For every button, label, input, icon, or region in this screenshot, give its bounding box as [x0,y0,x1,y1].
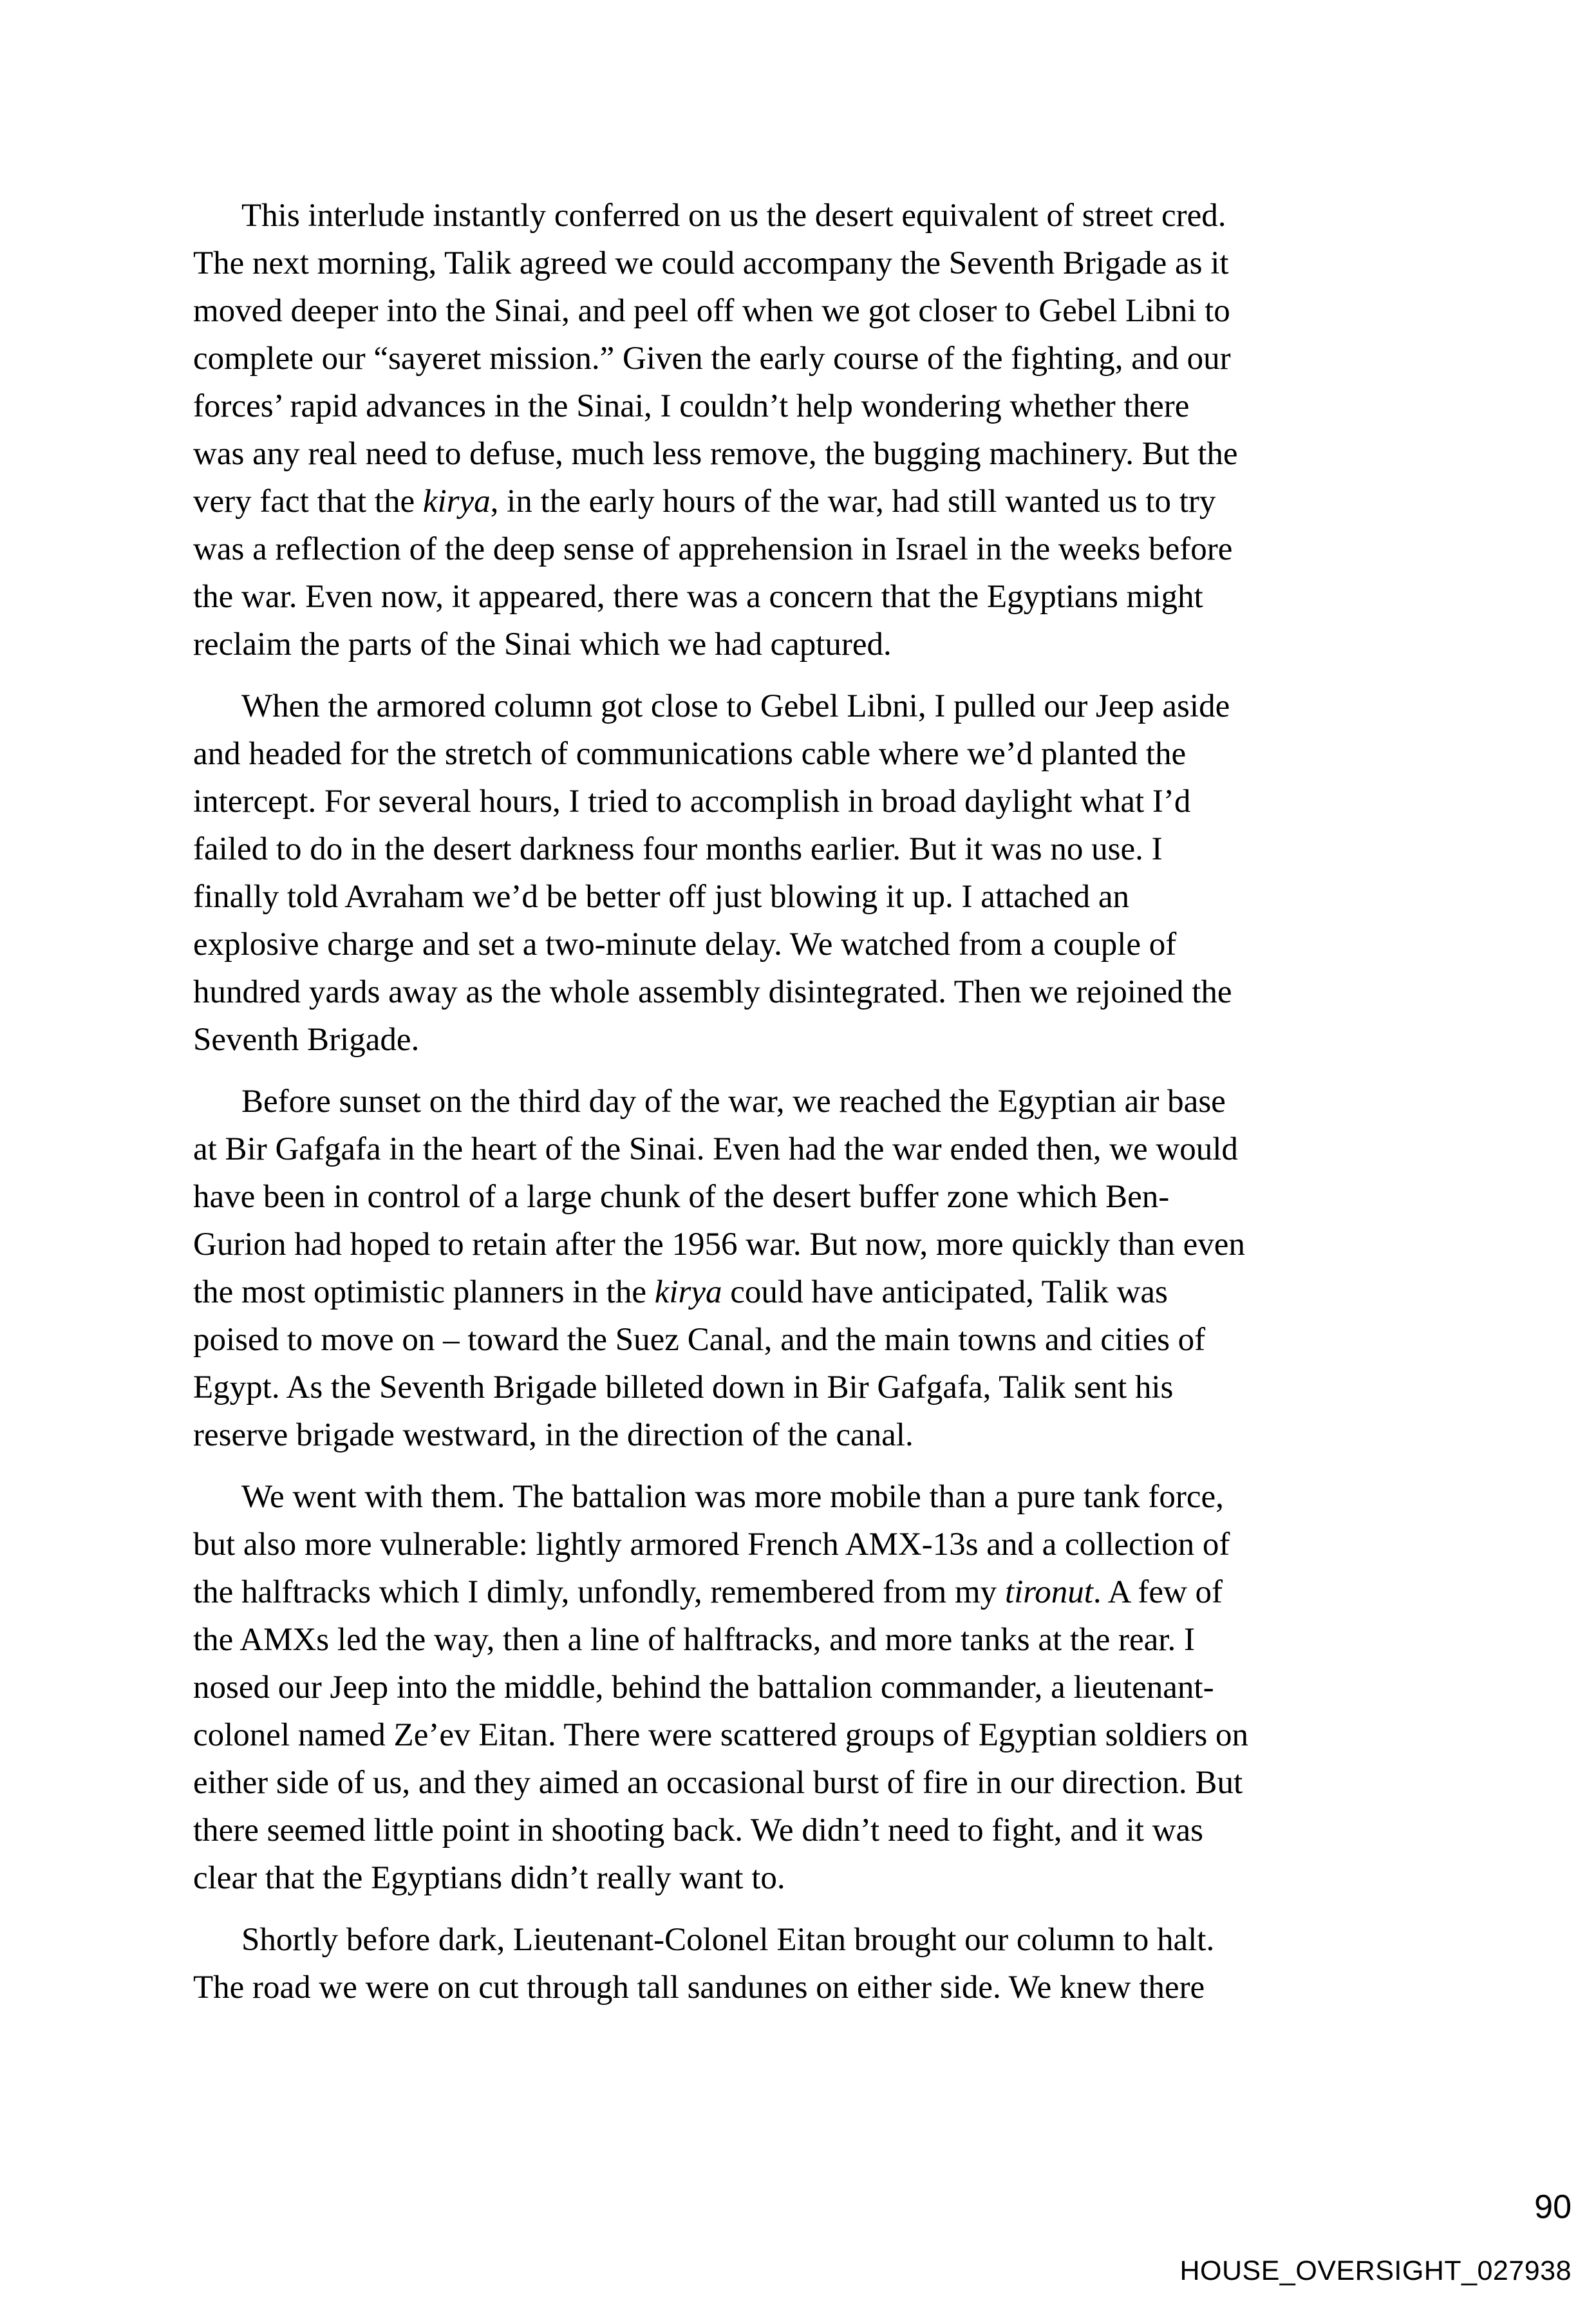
text-run: Egypt. As the Seventh Brigade billeted down in Bir Gafgafa, Talik sent his [193,1369,1174,1405]
text-line [193,1411,1416,1459]
text-run: intercept. For several hours, I tried to accomplish in broad daylight what I’d [193,784,1191,820]
text-run: finally told Avraham we’d be better off just blowing it up. I attached an [193,879,1130,915]
text-line [193,825,1416,873]
paragraph [193,1078,1416,1459]
text-run: reserve brigade westward, in the direction of the canal. [193,1417,914,1453]
bates-stamp: HOUSE_OVERSIGHT_027938 [1179,2255,1572,2286]
text-run: The road we were on cut through tall sandunes on either side. We knew there [193,1969,1205,2006]
text-line [193,430,1416,478]
text-line [193,730,1416,778]
text-run: When the armored column got close to Gebel Libni, I pulled our Jeep aside [241,688,1230,724]
text-run: nosed our Jeep into the middle, behind the battalion commander, a lieutenant- [193,1669,1214,1706]
paragraph [193,1916,1416,2011]
text-run: there seemed little point in shooting back. We didn’t need to fight, and it was [193,1812,1204,1848]
text-line [193,1664,1416,1711]
text-run: We went with them. The battalion was more mobile than a pure tank force, [241,1479,1224,1515]
document-body [193,192,1416,2026]
text-run: poised to move on – toward the Suez Canal, and the main towns and cities of [193,1322,1206,1358]
text-run: hundred yards away as the whole assembly disintegrated. Then we rejoined the [193,974,1232,1010]
text-line [193,573,1416,621]
text-line [193,968,1416,1016]
text-run: the AMXs led the way, then a line of halftracks, and more tanks at the rear. I [193,1622,1195,1658]
text-line [193,240,1416,287]
text-run: very fact that the [193,484,423,520]
text-line [193,1078,1416,1125]
text-line [193,682,1416,730]
text-line [193,1711,1416,1759]
text-run: the most optimistic planners in the [193,1274,655,1310]
text-line [193,1125,1416,1173]
text-line [193,1759,1416,1807]
text-run: clear that the Egyptians didn’t really want to. [193,1860,785,1896]
text-line [193,1473,1416,1521]
text-line [193,478,1416,525]
text-run: Gurion had hoped to retain after the 1956 war. But now, more quickly than even [193,1227,1245,1263]
italic-term: kirya [422,484,491,520]
italic-term: kirya [654,1274,722,1310]
page-number: 90 [1534,2188,1572,2226]
text-line [193,1316,1416,1364]
text-line [193,778,1416,825]
text-line [193,287,1416,335]
text-run: complete our “sayeret mission.” Given the early course of the fighting, and our [193,341,1231,377]
italic-term: tironut [1004,1574,1093,1610]
text-line [193,1964,1416,2011]
text-run: either side of us, and they aimed an occasional burst of fire in our direction. But [193,1765,1243,1801]
text-line [193,382,1416,430]
text-line [193,1016,1416,1064]
text-run: failed to do in the desert darkness four months earlier. But it was no use. I [193,831,1163,867]
text-run: have been in control of a large chunk of the desert buffer zone which Ben- [193,1179,1170,1215]
text-run: was a reflection of the deep sense of apprehension in Israel in the weeks before [193,531,1233,567]
text-run: could have anticipated, Talik was [722,1274,1168,1310]
text-run: moved deeper into the Sinai, and peel off when we got closer to Gebel Libni to [193,293,1230,329]
text-run: . A few of [1093,1574,1223,1610]
text-run: Shortly before dark, Lieutenant-Colonel Eitan brought our column to halt. [241,1922,1215,1958]
text-line [193,1364,1416,1411]
text-line [193,525,1416,573]
paragraph [193,192,1416,668]
text-line [193,621,1416,668]
text-line [193,1807,1416,1854]
text-run: and headed for the stretch of communications cable where we’d planted the [193,736,1187,772]
text-run: forces’ rapid advances in the Sinai, I couldn’t help wondering whether there [193,388,1190,424]
text-run: at Bir Gafgafa in the heart of the Sinai. Even had the war ended then, we would [193,1131,1238,1167]
text-run: , in the early hours of the war, had still wanted us to try [490,484,1216,520]
text-run: was any real need to defuse, much less remove, the bugging machinery. But the [193,436,1238,472]
text-run: colonel named Ze’ev Eitan. There were scattered groups of Egyptian soldiers on [193,1717,1248,1753]
text-line [193,1616,1416,1664]
text-run: The next morning, Talik agreed we could accompany the Seventh Brigade as it [193,245,1229,281]
text-run: This interlude instantly conferred on us the desert equivalent of street cred. [241,198,1226,234]
text-line [193,1568,1416,1616]
text-run: Before sunset on the third day of the war, we reached the Egyptian air base [241,1084,1226,1120]
text-line [193,1521,1416,1568]
paragraph [193,1473,1416,1902]
text-run: but also more vulnerable: lightly armored French AMX-13s and a collection of [193,1527,1230,1563]
text-run: Seventh Brigade. [193,1022,420,1058]
text-line [193,1854,1416,1902]
text-line [193,1173,1416,1221]
text-line [193,1268,1416,1316]
text-run: explosive charge and set a two-minute delay. We watched from a couple of [193,926,1177,963]
text-line [193,921,1416,968]
text-line [193,873,1416,921]
text-run: the halftracks which I dimly, unfondly, remembered from my [193,1574,1005,1610]
text-line [193,1221,1416,1268]
text-run: the war. Even now, it appeared, there was a concern that the Egyptians might [193,579,1203,615]
text-line [193,1916,1416,1964]
text-line [193,192,1416,240]
text-run: reclaim the parts of the Sinai which we had captured. [193,626,892,663]
paragraph [193,682,1416,1064]
text-line [193,335,1416,382]
